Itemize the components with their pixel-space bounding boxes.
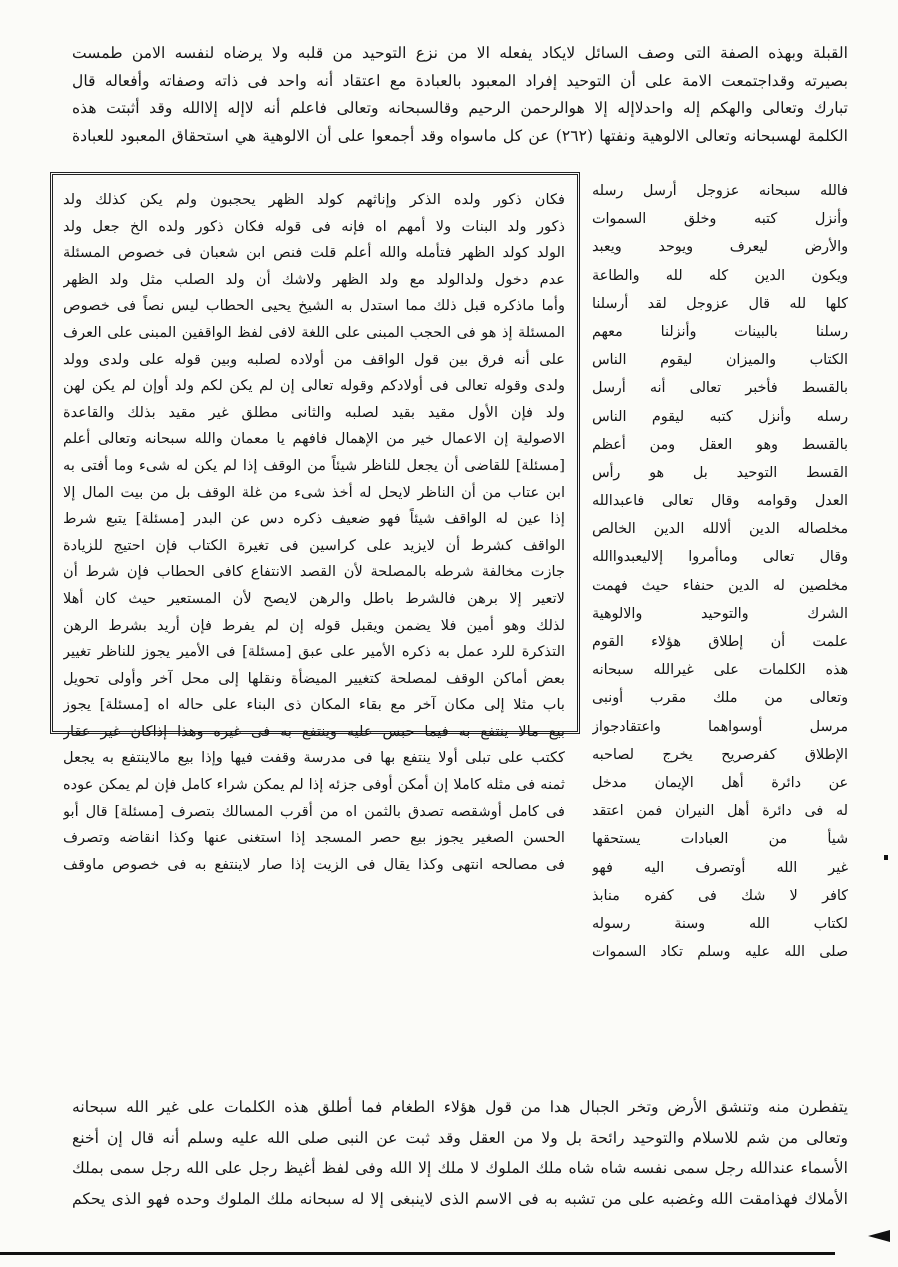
- text-line: بعض أماكن الوقف لمصلحة كتغيير الميضأة ونقلها إلى محل آخر وأولى تحويل: [63, 669, 565, 687]
- text-line: الواقف كشرط أن لايزيد على كراسين فى تغيرة الكتاب فإن احتيج للزيادة: [63, 536, 565, 554]
- text-line: الولد كولد الظهر فتأمله والله أعلم قلت فنص ابن شعبان فى خصوص المسئلة: [63, 244, 565, 262]
- text-line: يتفطرن منه وتنشق الأرض وتخر الجبال هدا من قول هؤلاء الطغام فما أطلق هذه الكلمات على غير الله سبحانه: [72, 1098, 848, 1116]
- page-edge-mark: [868, 1230, 890, 1242]
- text-line: الحسن الصغير يجوز بيع حصر المسجد إذا استغنى عنها وكذا انقاضه وتصرف: [63, 829, 565, 847]
- text-line: مخلصاله الدين ألالله الدين الخالص: [592, 521, 848, 538]
- text-line: رسلنا بالبينات وأنزلنا معهم: [592, 323, 848, 340]
- text-line: فى مصالحه انتهى وكذا يقال فى الزيت إذا صار لاينتفع به فى خصوص ماوقف: [63, 855, 565, 873]
- text-line: شيأ من العبادات يستحقها: [592, 831, 848, 848]
- text-line: وتعالى من شم للاسلام والتوحيد رائحة بل ولا من العقل وقد ثبت عن النبى صلى الله عليه وسلم أنه قال إن أخنع: [72, 1128, 848, 1147]
- text-line: التذكرة للرد عمل به ذكره الأمير على عبق [مسئلة] فى الأمير يجوز للناظر تغيير: [63, 643, 565, 661]
- text-line: فكان ذكور ولده الذكر وإناثهم كولد الظهر يحجبون ولم يكن كذلك ولد: [63, 191, 565, 208]
- text-line: جازت مخالفة شرطه بالمصلحة لأن القصد الانتفاع كافى الحطاب فإن شرط أن: [63, 563, 565, 581]
- text-line: له فى دائرة أهل النيران فمن اعتقد: [592, 803, 848, 820]
- text-line: الأملاك فهذامقت الله وغضبه على من تشبه به فى الاسم الذى لاينبغى إلا له سبحانه ملك الملوك وحده فهو الذى يحكم: [72, 1189, 848, 1208]
- text-line: مرسل أوسواهما واعتقادجواز: [592, 718, 848, 735]
- text-line: كافر لا شك فى كفره منابذ: [592, 887, 848, 904]
- text-line: بالقسط وهو العقل ومن أعظم: [592, 436, 848, 453]
- bottom-rule: [0, 1252, 835, 1255]
- text-line: لكتاب الله وسنة رسوله: [592, 915, 848, 932]
- text-line: الكلمة لهسبحانه وتعالى الالوهية ونفتها (٢٦٢) عن كل ماسواه وقد أجمعوا على أن الالوهية هي استحقاق المعبود للعبادة: [72, 126, 848, 145]
- bottom-paragraph: [72, 1092, 848, 1214]
- text-line: وتعالى من ملك مقرب أونبى: [592, 690, 848, 707]
- text-line: والأرض ليعرف ويوحد ويعبد: [592, 239, 848, 256]
- text-line: الاصولية إن الاعمال خير من الإهمال فافهم يا معمان والله سبحانه وتعالى أعلم: [63, 430, 565, 448]
- text-line: وأنزل كتبه وخلق السموات: [592, 211, 848, 228]
- text-line: [مسئلة] للقاضى أن يجعل للناظر شيئاً من الوقف إذا لم يكن له شىء وما أفتى به: [63, 456, 565, 474]
- text-line: صلى الله عليه وسلم تكاد السموات: [592, 944, 848, 961]
- text-line: القسط التوحيد بل هو رأس: [592, 464, 848, 481]
- text-line: العدل وقوامه وقال تعالى فاعبدالله: [592, 493, 848, 510]
- text-line: وقال تعالى وماأمروا إلاليعبدواالله: [592, 549, 848, 566]
- scan-speck: [884, 855, 888, 860]
- text-line: الكتاب والميزان ليقوم الناس: [592, 352, 848, 369]
- text-line: وأما ماذكره قبل ذلك مما استدل به الشيخ يحيى الحطاب ليس نصاً فى خصوص: [63, 297, 565, 315]
- text-line: ثمنه فى مثله كاملا إن أمكن أوفى جزئه إذا لم يمكن شراء كامل فإن لم يمكن عوده: [63, 776, 565, 794]
- text-line: عن دائرة أهل الإيمان مدخل: [592, 774, 848, 791]
- text-line: الأسماء عندالله رجل سمى نفسه شاه شاه ملك الملوك لا ملك إلا الله وفى لفظ أغيظ رجل على الله رجل سمى بملك: [72, 1159, 848, 1177]
- text-line: مخلصين له الدين حنفاء حيث فهمت: [592, 577, 848, 594]
- text-line: هذه الكلمات على غيرالله سبحانه: [592, 662, 848, 679]
- text-line: فى كامل أوشقصه تصدق بالثمن اه من أقرب المسالك بتصرف [مسئلة] قال أبو: [63, 802, 565, 820]
- text-line: عدم دخول ولدالولد مع ولد الظهر ولاشك أن ولد الصلب مثل ولد الظهر: [63, 270, 565, 288]
- text-line: بصيرته وقداجتمعت الامة على أن التوحيد إفراد المعبود بالعبادة مع اعتقاد أنه واحد فى ذاته وصفاته وأفعاله قال: [72, 71, 848, 90]
- text-line: فالله سبحانه عزوجل أرسل رسله: [592, 183, 848, 199]
- text-line: بيع مالا ينتفع به فيما حبس عليه وينتفع به فى غيره وهذا إذاكان غير عقار: [63, 722, 565, 740]
- text-line: ككتب على تبلى أولا ينتفع بها فى مدرسة وقفت فيها وإذا بيع مالاينتفع به يجعل: [63, 749, 565, 767]
- text-line: الإطلاق كفرصريح يخرج لصاحبه: [592, 746, 848, 763]
- text-line: لذلك وهو أمين فلا يضمن ويقبل قوله إن لم يفرط فإن أريد بشرط الرهن: [63, 616, 565, 634]
- text-line: تبارك وتعالى والهكم إله واحدلاإله إلا هوالرحمن الرحيم وقالسبحانه وتعالى فاعلم أنه لاإله إلاالله وقد أثبتت هذه: [72, 99, 848, 117]
- text-line: لاتعير إلا برهن فالشرط باطل والرهن لايصح لأن المستعير حيث كان أهلا: [63, 589, 565, 607]
- text-line: كلها لله قال عزوجل لقد أرسلنا: [592, 295, 848, 312]
- text-line: الشرك والتوحيد والالوهية: [592, 605, 848, 622]
- text-line: ابن عتاب من أن الناظر لايحل له أخذ شىء من غلة الوقف بل من بيت المال إلا: [63, 483, 565, 501]
- text-line: ذكور ولد البنات ولا أمهم اه فإنه فى قوله فكان ذكور ولده الخ جعل ولد: [63, 217, 565, 235]
- top-paragraph: [72, 40, 848, 150]
- text-line: رسله وأنزل كتبه ليقوم الناس: [592, 408, 848, 425]
- text-line: باب مثلا إلى مكان آخر مع بقاء المكان ذى البناء على حاله اه [مسئلة] يجوز: [63, 696, 565, 714]
- side-column: [592, 177, 848, 966]
- boxed-commentary: [50, 172, 580, 873]
- text-line: ويكون الدين كله لله والطاعة: [592, 267, 848, 284]
- boxed-text: [63, 187, 565, 878]
- text-line: غير الله أوتصرف اليه فهو: [592, 859, 848, 876]
- text-line: ولد فإن الأول مقيد بقيد لصلبه والثانى مطلق غير مقيد بذلك والقاعدة: [63, 403, 565, 421]
- text-line: المسئلة إذ هو فى الحجب المبنى على اللغة لافى لفظ الواقفين المبنى على العرف: [63, 323, 565, 341]
- text-line: إذا عين له الواقف شيئاً فهو ضعيف ذكره دس عن البدر [مسئلة] يتبع شرط: [63, 510, 565, 528]
- text-line: على أنه فرق بين قول الواقف من أولاده لصلبه وبين قوله على ولدى وولد: [63, 350, 565, 368]
- text-line: علمت أن إطلاق هؤلاء القوم: [592, 634, 848, 650]
- text-line: القبلة وبهذه الصفة التى وصف السائل لايكاد يفعله الا من نزع التوحيد من قلبه ولا يرضاه لنفسه الامن طمست: [72, 44, 848, 62]
- text-line: بالقسط فأخبر تعالى أنه أرسل: [592, 380, 848, 397]
- text-line: ولدى وقوله تعالى فى أولادكم وقوله تعالى إن لم يكن لكم ولد أوإن لم يكن لهن: [63, 377, 565, 395]
